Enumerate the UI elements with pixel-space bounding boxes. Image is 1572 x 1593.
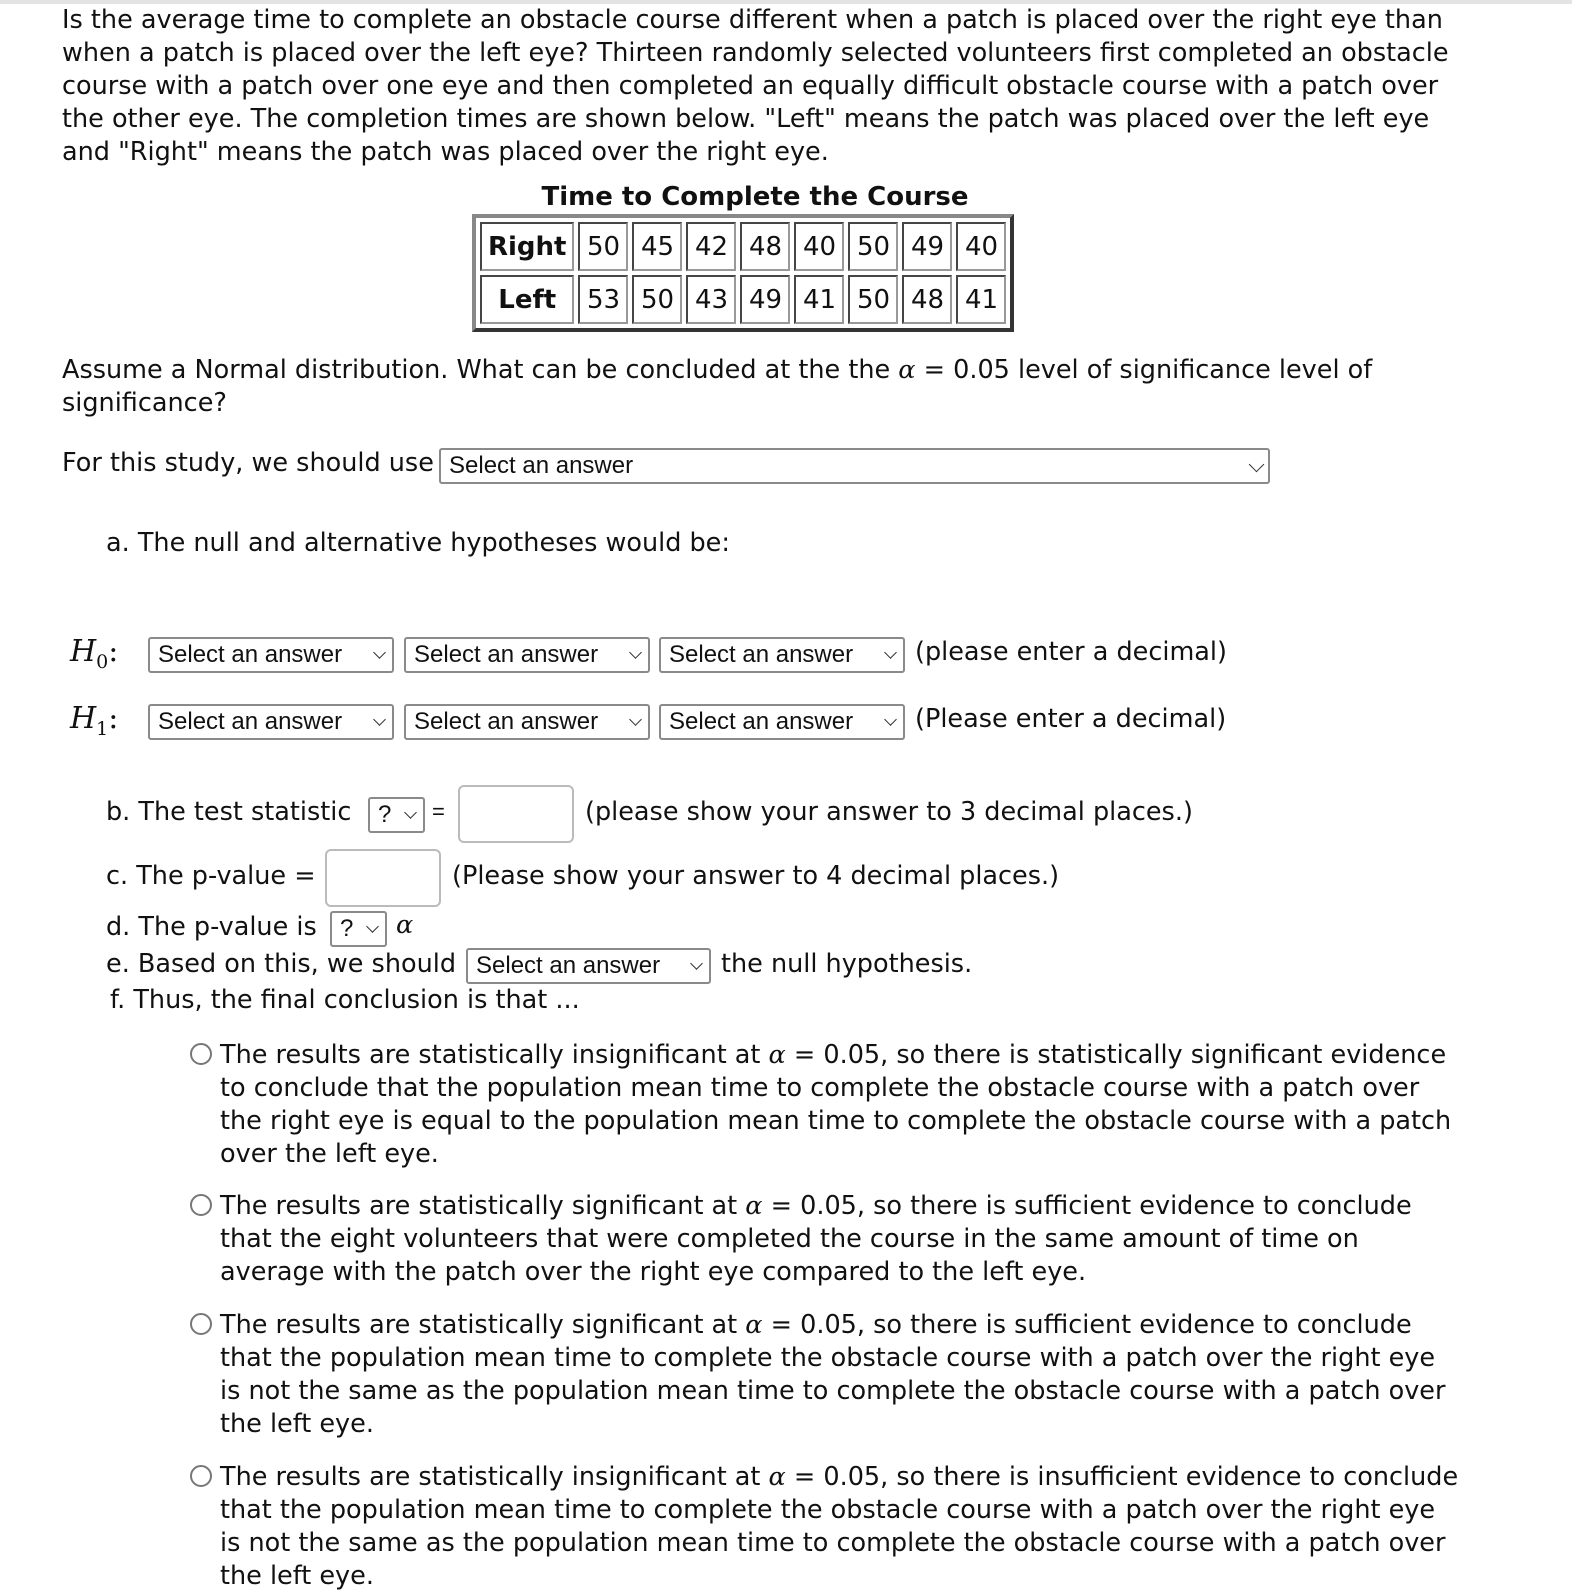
chevron-down-icon [884,646,897,659]
table-row-right [480,222,1006,271]
radio-button[interactable] [190,1465,212,1487]
table-cell: 48 [740,222,790,271]
study-type-select[interactable]: Select an answer [439,448,1270,484]
conclusion-option-2[interactable]: The results are statistically significant at α = 0.05, so there is sufficient evidence to conclude that the eight volunteers that were completed the course in the same amount of time on average with the patch over the right eye compared to the left eye. [190,1190,1460,1289]
part-b-hint: (please show your answer to 3 decimal places.) [585,797,1193,827]
assumption-text: Assume a Normal distribution. What can be concluded at the the α = 0.05 level of significance level of significance? [62,355,1373,418]
table-title: Time to Complete the Course [541,182,969,212]
alpha-symbol: α [745,1191,763,1221]
h1-operator-select[interactable]: Select an answer [404,704,650,740]
alpha-symbol: α [745,1310,763,1340]
conclusion-option-1[interactable]: The results are statistically insignificant at α = 0.05, so there is statistically significant evidence to conclude that the population mean time to complete the obstacle course with a patch over the right eye is equal to the population mean time to complete the obstacle course with a patch over the left eye. [190,1039,1460,1171]
h1-label: $H_1$: [70,701,119,740]
table-cell: 41 [794,275,844,324]
table-cell: 49 [902,222,952,271]
table-cell: 45 [632,222,682,271]
part-d-label: d. The p-value is [106,912,317,942]
chevron-down-icon [373,646,386,659]
table-cell: 42 [686,222,736,271]
part-a-label: a. The null and alternative hypotheses would be: [106,528,730,558]
chevron-down-icon [404,806,417,819]
chevron-down-icon [1249,457,1265,473]
table-cell: 49 [740,275,790,324]
table-row-left [480,275,1006,324]
chevron-down-icon [629,713,642,726]
table-cell: 41 [956,275,1006,324]
chevron-down-icon [690,957,703,970]
table-cell: 50 [848,275,898,324]
table-cell: 48 [902,275,952,324]
test-statistic-input[interactable] [458,785,574,843]
row-header: Right [480,222,574,271]
h0-operator-select[interactable]: Select an answer [404,637,650,673]
alpha-symbol: α [396,910,414,940]
alpha-symbol: α [768,1462,786,1492]
chevron-down-icon [373,713,386,726]
table-cell: 53 [578,275,628,324]
table-cell: 50 [848,222,898,271]
h1-hint: (Please enter a decimal) [915,704,1227,734]
conclusion-option-4[interactable]: The results are statistically insignificant at α = 0.05, so there is insufficient evidence to conclude that the population mean time to complete the obstacle course with a patch over the right eye is not the same as the population mean time to complete the obstacle course with a patch over the left eye. [190,1461,1460,1593]
h0-label: $H_0$: [70,634,119,673]
h0-hint: (please enter a decimal) [915,637,1227,667]
h1-value-select[interactable]: Select an answer [659,704,905,740]
alpha-symbol: α [898,355,916,385]
equals-sign: = [432,799,445,824]
radio-button[interactable] [190,1194,212,1216]
conclusion-option-3[interactable]: The results are statistically significant at α = 0.05, so there is sufficient evidence to conclude that the population mean time to complete the obstacle course with a patch over the right eye is not the same as the population mean time to complete the obstacle course with a patch over the left eye. [190,1309,1460,1441]
chevron-down-icon [366,920,379,933]
study-type-label: For this study, we should use [62,448,434,478]
h1-parameter-select[interactable]: Select an answer [148,704,394,740]
part-b-label: b. The test statistic [106,797,352,827]
alpha-symbol: α [768,1040,786,1070]
chevron-down-icon [884,713,897,726]
h0-parameter-select[interactable]: Select an answer [148,637,394,673]
chevron-down-icon [629,646,642,659]
part-c-label: c. The p-value = [106,861,316,891]
part-c-hint: (Please show your answer to 4 decimal places.) [452,861,1060,891]
part-e-label: e. Based on this, we should [106,949,457,979]
table-cell: 50 [578,222,628,271]
completion-times-table [472,214,1014,332]
radio-button[interactable] [190,1043,212,1065]
part-f-label: f. Thus, the final conclusion is that ... [110,985,580,1015]
table-cell: 43 [686,275,736,324]
test-statistic-type-select[interactable]: ? [368,797,425,833]
table-cell: 40 [956,222,1006,271]
row-header: Left [480,275,574,324]
decision-select[interactable]: Select an answer [466,948,711,984]
question-intro: Is the average time to complete an obstacle course different when a patch is placed over the right eye than when a patch is placed over the left eye? Thirteen randomly selected volunteers first completed an obstacle course with a patch over one eye and then completed an equally difficult obstacle course with a patch over the other eye. The completion times are shown below. "Left" means the patch was placed over the left eye and "Right" means the patch was placed over the right eye. [62,5,1449,167]
radio-button[interactable] [190,1313,212,1335]
table-cell: 50 [632,275,682,324]
h0-value-select[interactable]: Select an answer [659,637,905,673]
table-cell: 40 [794,222,844,271]
part-e-suffix: the null hypothesis. [721,949,973,979]
p-value-comparison-select[interactable]: ? [330,911,387,947]
p-value-input[interactable] [325,849,441,907]
